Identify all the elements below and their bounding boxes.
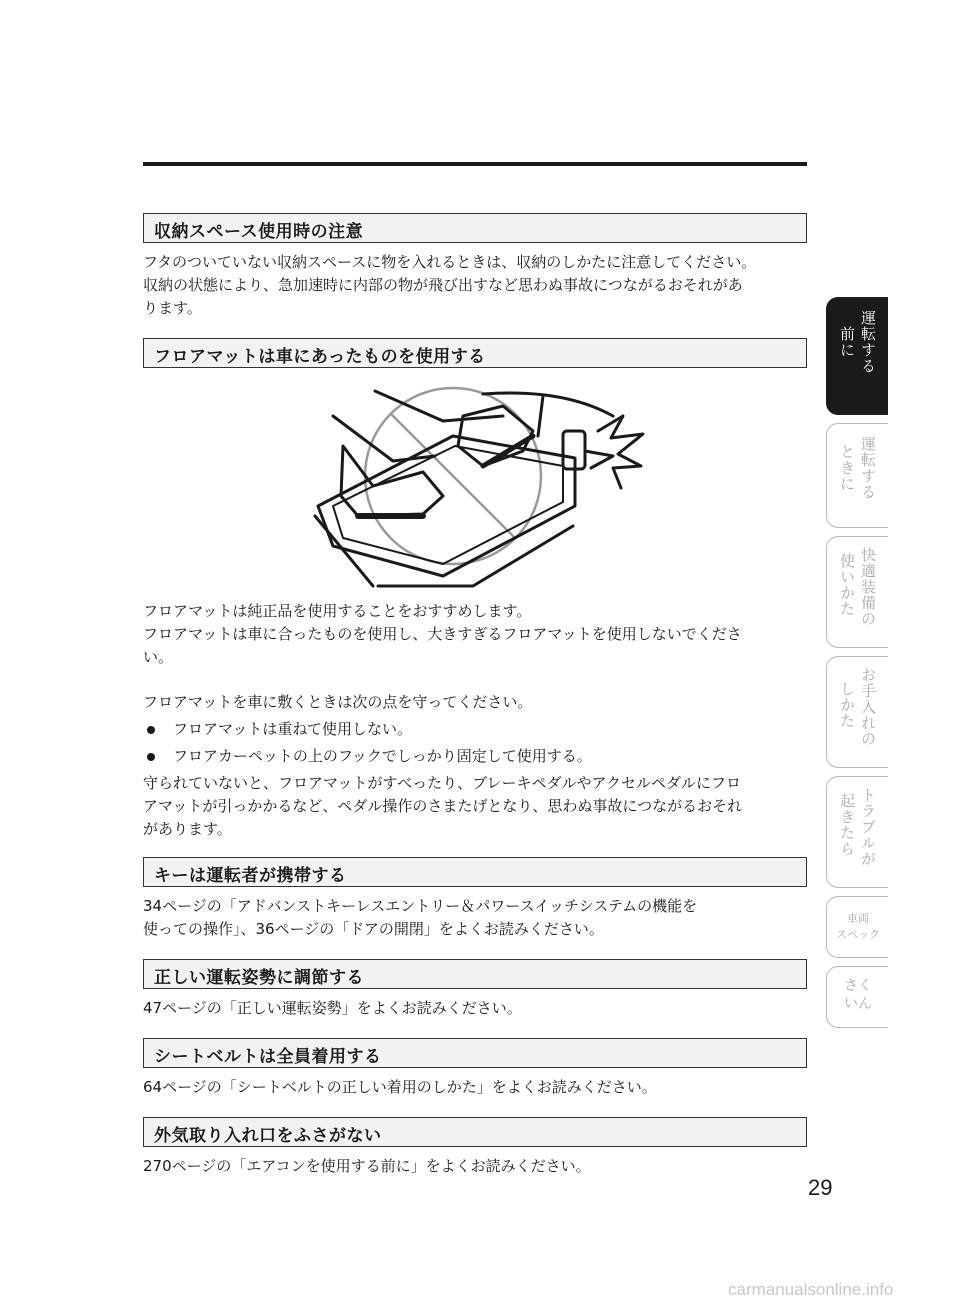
- air-intake-line-1: 270ページの「エアコンを使用する前に」をよくお読みください。: [143, 1157, 591, 1175]
- key-line-2: 使っての操作」、36ページの「ドアの開閉」をよくお読みください。: [143, 920, 604, 938]
- section-heading-key: キーは運転者が携帯する: [143, 857, 807, 887]
- section-heading-storage: 収納スペース使用時の注意: [143, 213, 807, 243]
- mat-bullet-2: フロアカーペットの上のフックでしっかり固定して使用する。: [143, 745, 807, 768]
- tab-troubleshooting[interactable]: トラブルが 起きたら: [826, 776, 888, 888]
- mat-bullet-1: フロアマットは重ねて使用しない。: [143, 718, 807, 741]
- top-rule: [143, 162, 807, 166]
- mat-lead: フロアマットを車に敷くときは次の点を守ってください。: [143, 693, 533, 711]
- mat-intro-3: い。: [143, 648, 174, 666]
- posture-line-1: 47ページの「正しい運転姿勢」をよくお読みください。: [143, 999, 522, 1017]
- tab-vehicle-specs[interactable]: 車両 スペック: [826, 896, 888, 958]
- storage-line-3: ります。: [143, 299, 202, 317]
- key-line-1: 34ページの「アドバンストキーレスエントリー＆パワースイッチシステムの機能を: [143, 897, 698, 915]
- tab-maintenance[interactable]: お手入れの しかた: [826, 656, 888, 768]
- seatbelt-line-1: 64ページの「シートベルトの正しい着用のしかた」をよくお読みください。: [143, 1078, 657, 1096]
- tab-index[interactable]: さく いん: [826, 966, 888, 1028]
- section-heading-air-intake: 外気取り入れ口をふさがない: [143, 1117, 807, 1147]
- watermark: carmanualsonline.info: [728, 1280, 894, 1299]
- section-heading-seatbelt: シートベルトは全員着用する: [143, 1038, 807, 1068]
- bullet-dot: [147, 726, 155, 734]
- impact-burst: [598, 416, 643, 488]
- section-heading-posture: 正しい運転姿勢に調節する: [143, 959, 807, 989]
- mat-warning-1: 守られていないと、フロアマットがすべったり、ブレーキペダルやアクセルペダルにフロ: [143, 774, 742, 792]
- storage-line-1: フタのついていない収納スペースに物を入れるときは、収納のしかたに注意してください。: [143, 253, 757, 271]
- mat-intro-2: フロアマットは車に合ったものを使用し、大きすぎるフロアマットを使用しないでくださ: [143, 625, 742, 643]
- storage-line-2: 収納の状態により、急加速時に内部の物が飛び出すなど思わぬ事故につながるおそれがあ: [143, 276, 743, 294]
- section-heading-floor-mat: フロアマットは車にあったものを使用する: [143, 338, 807, 368]
- mat-intro-1: フロアマットは純正品を使用することをおすすめします。: [143, 602, 532, 620]
- chapter-tabs: [826, 297, 889, 1028]
- page-number: 29: [808, 1175, 833, 1200]
- tab-while-driving[interactable]: 運転する ときに: [826, 423, 888, 528]
- tab-comfort-features[interactable]: 快適装備の 使いかた: [826, 536, 888, 648]
- bullet-dot: [147, 753, 155, 761]
- mat-warning-3: があります。: [143, 820, 232, 838]
- tab-before-driving[interactable]: 運転する 前に: [826, 297, 888, 415]
- page-content: [143, 213, 807, 1178]
- floor-mat-illustration: [143, 376, 807, 594]
- mat-warning-2: アマットが引っかかるなど、ペダル操作のさまたげとなり、思わぬ事故につながるおそれ: [143, 797, 743, 815]
- floor-mat-drawing: [143, 376, 807, 594]
- floor-mat-inner: [333, 446, 563, 564]
